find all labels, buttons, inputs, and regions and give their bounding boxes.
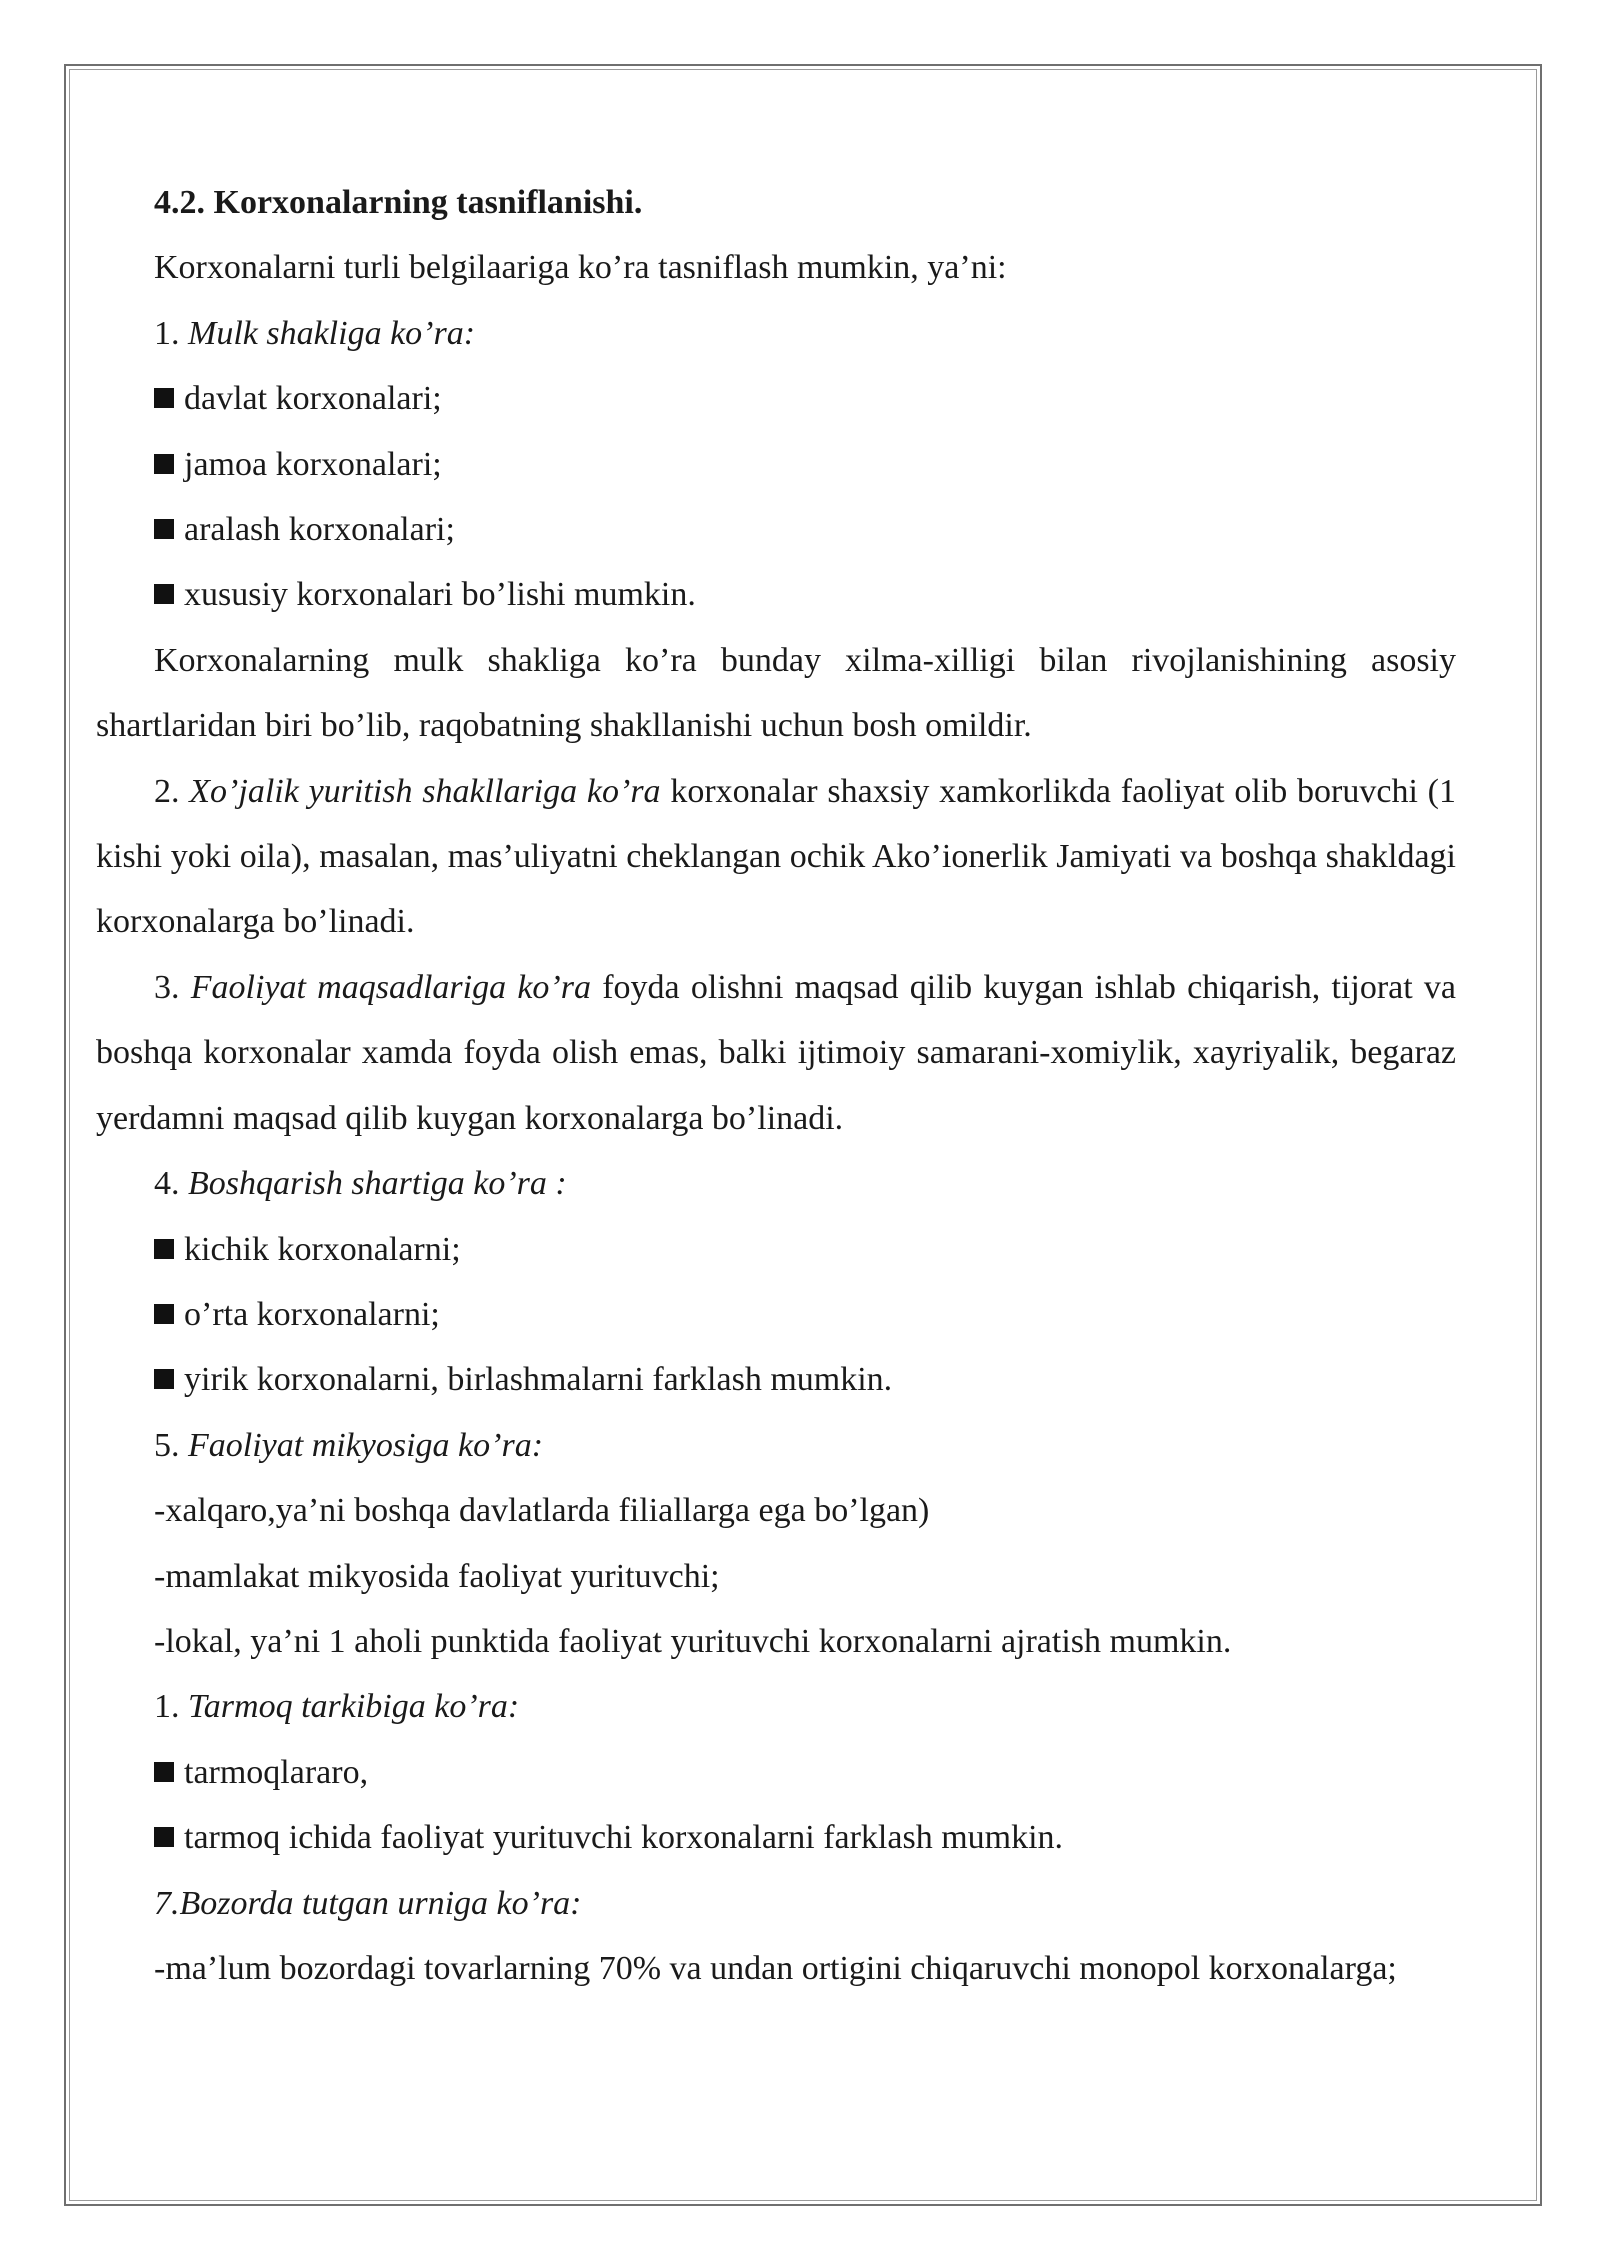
list-item: tarmoq ichida faoliyat yurituvchi korxonalarni farklash mumkin. bbox=[96, 1805, 1456, 1870]
paragraph-ownership: Korxonalarning mulk shakliga ko’ra bunday xilma-xilligi bilan rivojlanishining asosiy shartlaridan biri bo’lib, raqobatning shakllanishi uchun bosh omildir. bbox=[96, 641, 1456, 745]
list-item: xususiy korxonalari bo’lishi mumkin. bbox=[96, 562, 1456, 627]
square-bullet-icon bbox=[154, 1304, 174, 1324]
list-item: jamoa korxonalari; bbox=[96, 432, 1456, 497]
paragraph-subsection-2: 2. Xo’jalik yuritish shakllariga ko’ra korxonalar shaxsiy xamkorlikda faoliyat olib boruvchi (1 kishi yoki oila), masalan, mas’uliyatni cheklangan ochik Ako’ionerlik Jamiyati va boshqa shakldagi korxonalarga bo’linadi. bbox=[96, 772, 1457, 941]
list-item: -lokal, ya’ni 1 aholi punktida faoliyat yurituvchi korxonalarni ajratish mumkin. bbox=[154, 1622, 1232, 1660]
section-heading: 4.2. Korxonalarning tasniflanishi. bbox=[154, 184, 643, 221]
square-bullet-icon bbox=[154, 1239, 174, 1259]
list-item: kichik korxonalarni; bbox=[96, 1217, 1456, 1282]
list-item: davlat korxonalari; bbox=[96, 366, 1456, 431]
square-bullet-icon bbox=[154, 584, 174, 604]
subsection-5-title: 5. Faoliyat mikyosiga ko’ra: bbox=[154, 1426, 544, 1464]
square-bullet-icon bbox=[154, 454, 174, 474]
square-bullet-icon bbox=[154, 1369, 174, 1389]
list-item: aralash korxonalari; bbox=[96, 497, 1456, 562]
subsection-7-title: 7.Bozorda tutgan urniga ko’ra: bbox=[154, 1884, 582, 1922]
document-body bbox=[96, 170, 1456, 2001]
square-bullet-icon bbox=[154, 388, 174, 408]
list-item: tarmoqlararo, bbox=[96, 1740, 1456, 1805]
list-item: -mamlakat mikyosida faoliyat yurituvchi; bbox=[154, 1557, 720, 1595]
subsection-4-title: 4. Boshqarish shartiga ko’ra : bbox=[154, 1165, 567, 1203]
list-item: yirik korxonalarni, birlashmalarni farklash mumkin. bbox=[96, 1347, 1456, 1412]
list-item: o’rta korxonalarni; bbox=[96, 1282, 1456, 1347]
square-bullet-icon bbox=[154, 1827, 174, 1847]
paragraph-subsection-7: -ma’lum bozordagi tovarlarning 70% va undan ortigini chiqaruvchi monopol korxonalarga; bbox=[154, 1949, 1397, 1987]
square-bullet-icon bbox=[154, 519, 174, 539]
subsection-6-title: 1. Tarmoq tarkibiga ko’ra: bbox=[154, 1688, 520, 1726]
intro-line: Korxonalarni turli belgilaariga ko’ra tasniflash mumkin, ya’ni: bbox=[154, 249, 1007, 287]
subsection-1-title: 1. Mulk shakliga ko’ra: bbox=[154, 314, 476, 352]
square-bullet-icon bbox=[154, 1762, 174, 1782]
paragraph-subsection-3: 3. Faoliyat maqsadlariga ko’ra foyda olishni maqsad qilib kuygan ishlab chiqarish, tijorat va boshqa korxonalar xamda foyda olish emas, balki ijtimoiy samarani-xomiylik, xayriyalik, begaraz yerdamni maqsad qilib kuygan korxonalarga bo’linadi. bbox=[96, 968, 1457, 1137]
list-item: -xalqaro,ya’ni boshqa davlatlarda filiallarga ega bo’lgan) bbox=[154, 1492, 930, 1530]
